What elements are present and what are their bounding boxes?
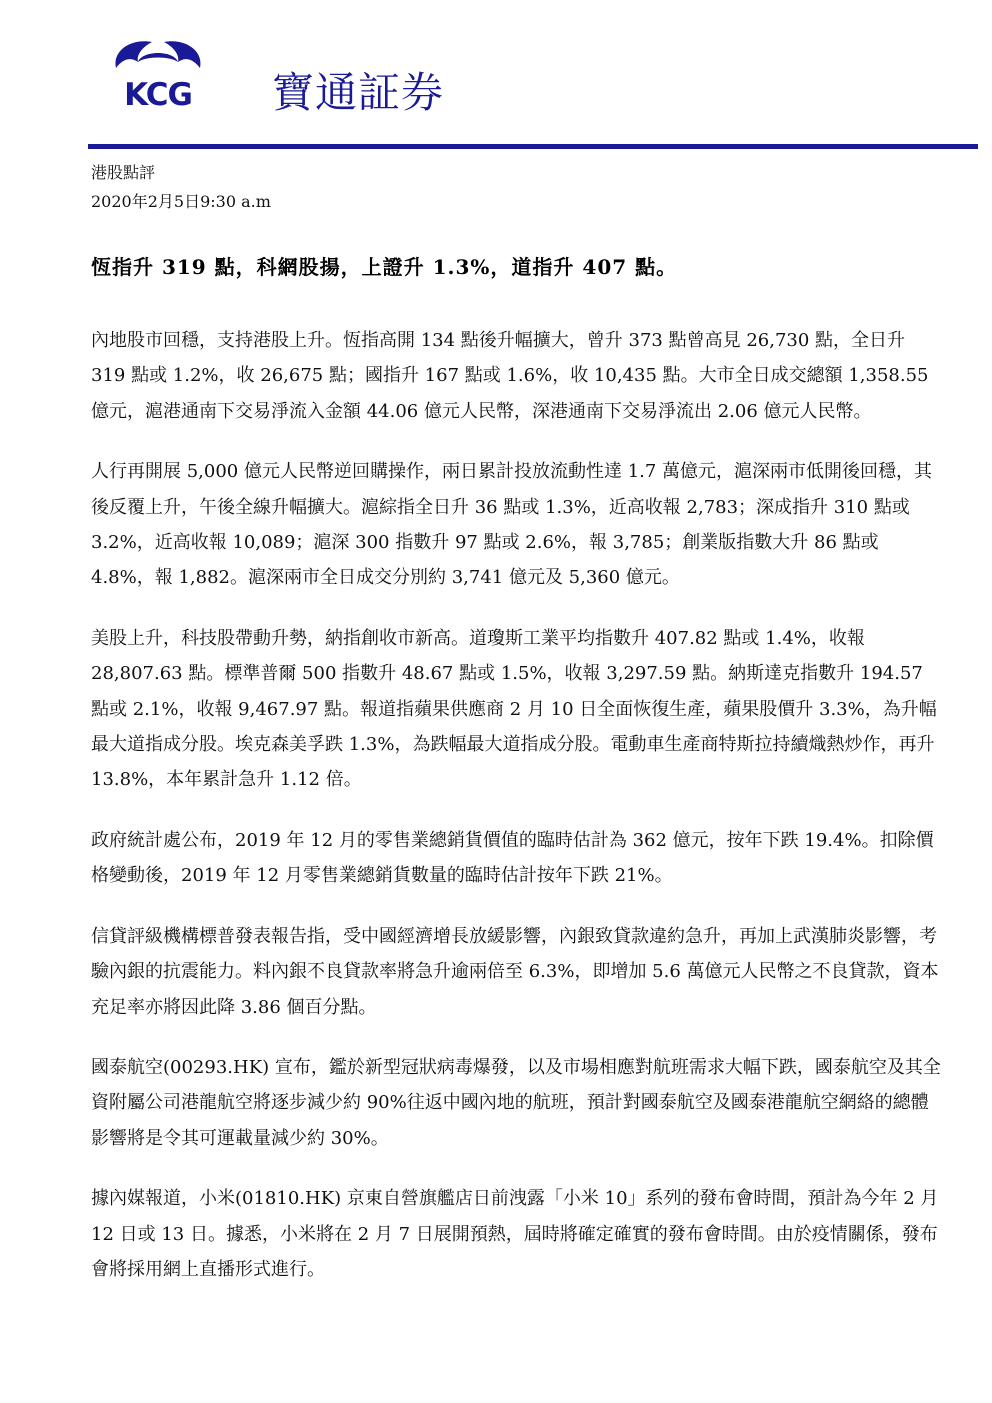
paragraph-china-market: 人行再開展 5,000 億元人民幣逆回購操作，兩日累計投放流動性達 1.7 萬億元，滬深兩市低開後回穩，其後反覆上升，午後全線升幅擴大。滬綜指全日升 36 點或 1.3%，近高收報 2,783；深成指升 310 點或 3.2%，近高收報 10,089；滬深 300 指數升 97 點或 2.6%，報 3,785；創業版指數大升 86 點或 4.8%，報 1,882。滬深兩市全日成交分別約 3,741 億元及 5,360 億元。: [91, 461, 933, 589]
paragraph-xiaomi: 據內媒報道，小米(01810.HK) 京東自營旗艦店日前洩露「小米 10」系列的發布會時間，預計為今年 2 月 12 日或 13 日。據悉，小米將在 2 月 7 日展開預熱，屆時將確定確實的發布會時間。由於疫情關係，發布會將採用網上直播形式進行。: [91, 1188, 939, 1280]
report-datetime: 2020年2月5日9:30 a.m: [91, 192, 271, 211]
paragraph-us-market: 美股上升，科技股帶動升勢，納指創收市新高。道瓊斯工業平均指數升 407.82 點或 1.4%，收報 28,807.63 點。標準普爾 500 指數升 48.67 點或 1.5%，收報 3,297.59 點。納斯達克指數升 194.57 點或 2.1%，收報 9,467.97 點。報道指蘋果供應商 2 月 10 日全面恢復生產，蘋果股價升 3.3%，為升幅最大道指成分股。埃克森美孚跌 1.3%，為跌幅最大道指成分股。電動車生產商特斯拉持續熾熱炒作，再升 13.8%，本年累計急升 1.12 倍。: [91, 627, 937, 791]
logo-emblem-icon: [108, 32, 208, 82]
company-name: 寶通証券: [272, 68, 445, 117]
kcg-logo: [108, 32, 208, 116]
logo-text: KCG: [124, 77, 192, 113]
header-divider: [88, 144, 978, 149]
paragraph-sp-report: 信貸評級機構標普發表報告指，受中國經濟增長放緩影響，內銀致貸款違約急升，再加上武漢肺炎影響，考驗內銀的抗震能力。料內銀不良貸款率將急升逾兩倍至 6.3%，即增加 5.6 萬億元人民幣之不良貸款，資本充足率亦將因此降 3.86 個百分點。: [91, 925, 939, 1018]
paragraph-hk-market: 內地股市回穩，支持港股上升。恆指高開 134 點後升幅擴大，曾升 373 點曾高見 26,730 點，全日升 319 點或 1.2%，收 26,675 點；國指升 167 點或 1.6%，收 10,435 點。大市全日成交總額 1,358.55 億元，滬港通南下交易淨流入金額 44.06 億元人民幣，深港通南下交易淨流出 2.06 億元人民幣。: [91, 330, 929, 422]
paragraph-retail-sales: 政府統計處公布，2019 年 12 月的零售業總銷貨價值的臨時估計為 362 億元，按年下跌 19.4%。扣除價格變動後，2019 年 12 月零售業總銷貨數量的臨時估計按年下跌 21%。: [91, 829, 934, 887]
article-body: [91, 323, 941, 1312]
headline: 恆指升 319 點，科網股揚，上證升 1.3%，道指升 407 點。: [91, 255, 678, 279]
paragraph-cathay: 國泰航空(00293.HK) 宣布，鑑於新型冠狀病毒爆發，以及市場相應對航班需求大幅下跌，國泰航空及其全資附屬公司港龍航空將逐步減少約 90%往返中國內地的航班，預計對國泰航空及國泰港龍航空網絡的總體影響將是令其可運載量減少約 30%。: [91, 1056, 941, 1149]
report-meta: [91, 158, 271, 216]
letterhead: [0, 0, 992, 150]
report-category: 港股點評: [91, 163, 156, 182]
